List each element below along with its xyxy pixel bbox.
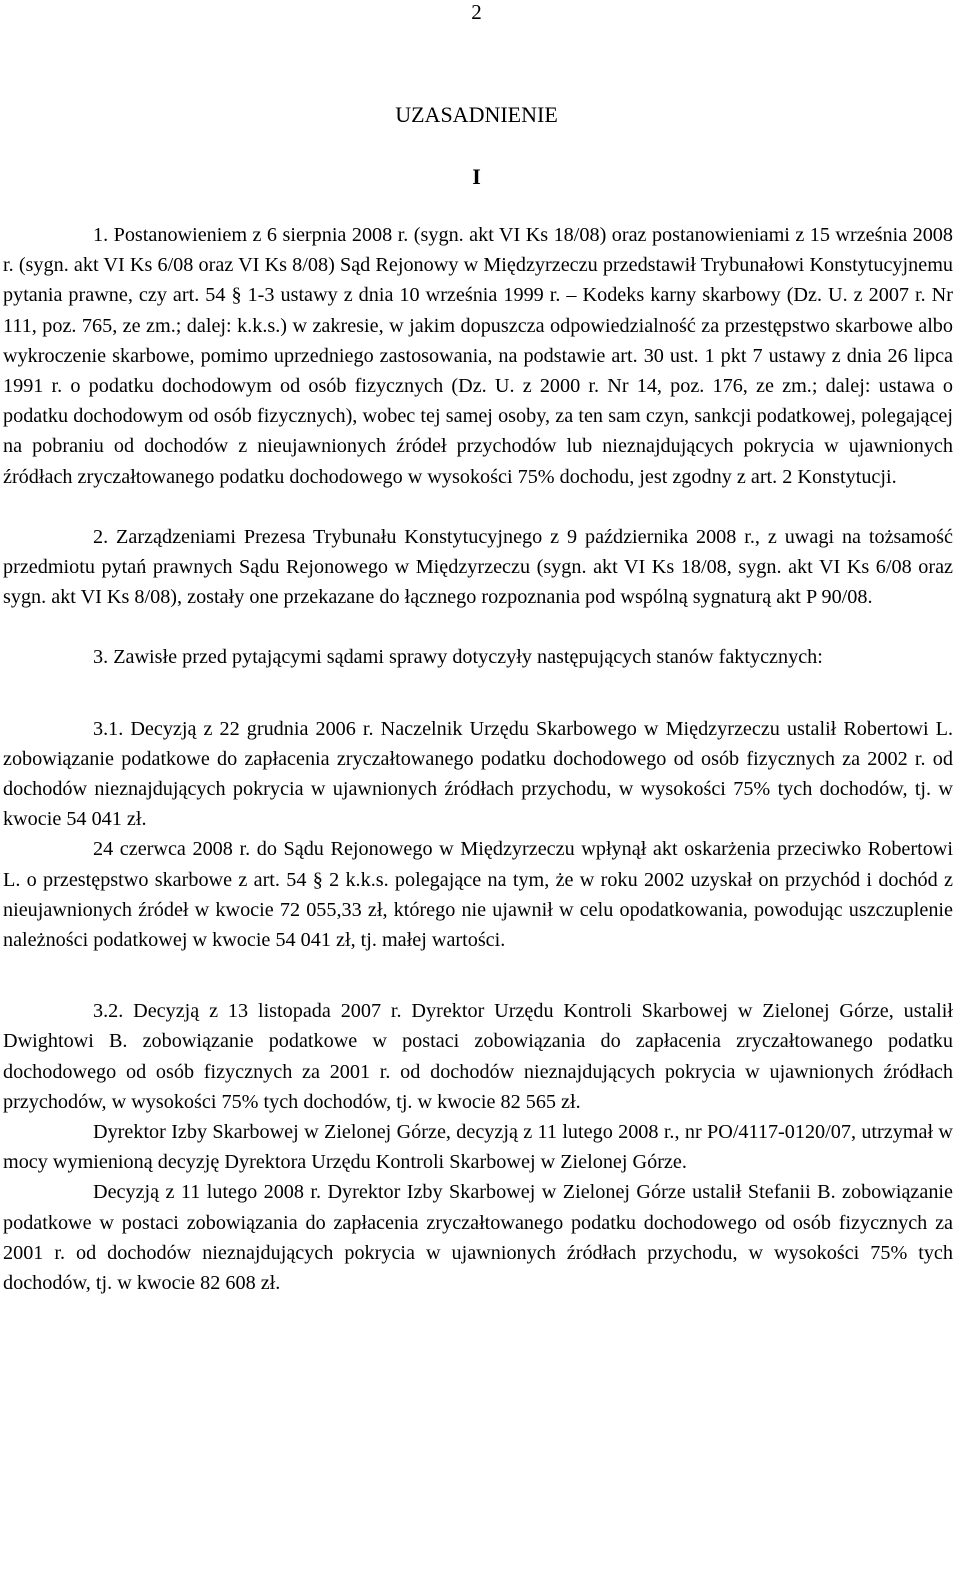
document-heading: UZASADNIENIE [395,102,558,127]
paragraph-3: 3. Zawisłe przed pytającymi sądami sprawy dotyczyły następujących stanów faktycznych: [93,646,823,669]
paragraph-1: 1. Postanowieniem z 6 sierpnia 2008 r. (sygn. akt VI Ks 18/08) oraz postanowieniami z 15 września 2008 r. (sygn. akt VI Ks 6/08 oraz VI Ks 8/08) Sąd Rejonowy w Międzyrzeczu przedstawił Trybunałowi Konstytucyjnemu pytania prawne, czy art. 54 § 1-3 ustawy z dnia 10 września 1999 r. – Kodeks karny skarbowy (Dz. U. z 2007 r. Nr 111, poz. 765, ze zm.; dalej: k.k.s.) w zakresie, w jakim dopuszcza odpowiedzialność za przestępstwo skarbowe albo wykroczenie skarbowe, pomimo uprzedniego zastosowania, na podstawie art. 30 ust. 1 pkt 7 ustawy z dnia 26 lipca 1991 r. o podatku dochodowym od osób fizycznych (Dz. U. z 2000 r. Nr 14, poz. 176, ze zm.; dalej: ustawa o podatku dochodowym od osób fizycznych), wobec tej samej osoby, za ten sam czyn, sankcji podatkowej, polegającej na pobraniu od dochodów z nieujawnionych źródeł przychodów lub nieznajdujących pokrycia w ujawnionych źródłach zryczałtowanego podatku dochodowego w wysokości 75% dochodu, jest zgodny z art. 2 Konstytucji. [3,224,953,488]
page-number: 2 [471,0,482,24]
section-number: I [472,164,481,189]
paragraph-3-2-decision: Decyzją z 11 lutego 2008 r. Dyrektor Izby Skarbowej w Zielonej Górze ustalił Stefanii B. zobowiązanie podatkowe w postaci zobowiązania do zapłacenia zryczałtowanego podatku dochodowego od osób fizycznych za 2001 r. od dochodów nieznajdujących pokrycia w ujawnionych źródłach przychodu, w wysokości 75% tych dochodów, tj. w kwocie 82 608 zł. [3,1181,953,1295]
paragraph-3-1: 3.1. Decyzją z 22 grudnia 2006 r. Naczelnik Urzędu Skarbowego w Międzyrzeczu ustalił Robertowi L. zobowiązanie podatkowe do zapłacenia zryczałtowanego podatku dochodowego od osób fizycznych za 2002 r. od dochodów nieznajdujących pokrycia w ujawnionych źródłach przychodu, w wysokości 75% tych dochodów, tj. w kwocie 54 041 zł. [3,717,953,831]
paragraph-3-1-continued: 24 czerwca 2008 r. do Sądu Rejonowego w Międzyrzeczu wpłynął akt oskarżenia przeciwko Robertowi L. o przestępstwo skarbowe z art. 54 § 2 k.k.s. polegające na tym, że w roku 2002 uzyskał on przychód i dochód z nieujawnionych źródeł w kwocie 72 055,33 zł, którego nie ujawnił w celu opodatkowania, powodując uszczuplenie należności podatkowej w kwocie 54 041 zł, tj. małej wartości. [3,838,953,952]
paragraph-3-2-continued: Dyrektor Izby Skarbowej w Zielonej Górze, decyzją z 11 lutego 2008 r., nr PO/4117-0120/07, utrzymał w mocy wymienioną decyzję Dyrektora Urzędu Kontroli Skarbowej w Zielonej Górze. [3,1121,953,1174]
paragraph-2: 2. Zarządzeniami Prezesa Trybunału Konstytucyjnego z 9 października 2008 r., z uwagi na tożsamość przedmiotu pytań prawnych Sądu Rejonowego w Międzyrzeczu (sygn. akt VI Ks 18/08, sygn. akt VI Ks 6/08 oraz sygn. akt VI Ks 8/08), zostały one przekazane do łącznego rozpoznania pod wspólną sygnaturą akt P 90/08. [3,525,953,609]
document-body [3,220,953,1298]
paragraph-3-2: 3.2. Decyzją z 13 listopada 2007 r. Dyrektor Urzędu Kontroli Skarbowej w Zielonej Górze, ustalił Dwightowi B. zobowiązanie podatkowe w postaci zobowiązania do zapłacenia zryczałtowanego podatku dochodowego od osób fizycznych za 2001 r. od dochodów nieznajdujących pokrycia w ujawnionych źródłach przychodów, w wysokości 75% tych dochodów, tj. w kwocie 82 565 zł. [3,1000,953,1113]
